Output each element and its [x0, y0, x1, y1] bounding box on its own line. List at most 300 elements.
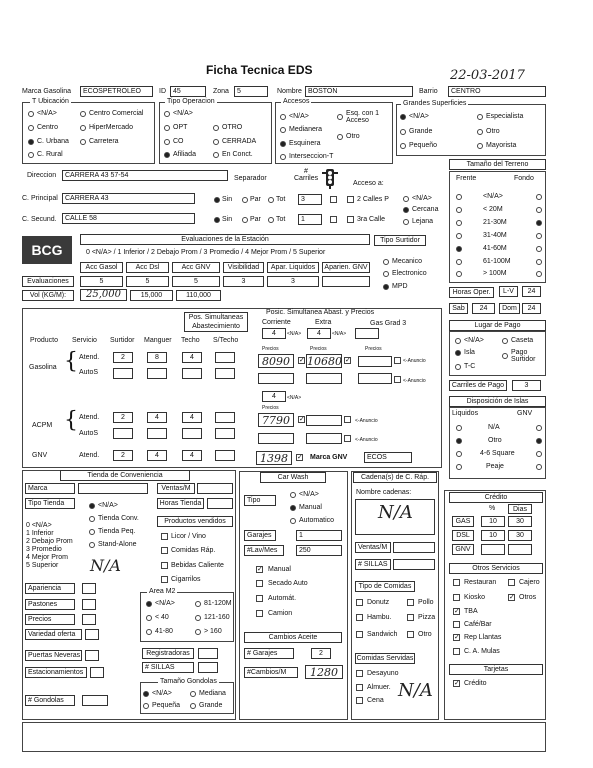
comida-check[interactable]: [356, 599, 363, 606]
otros-check[interactable]: ✓: [509, 594, 515, 601]
col-header: S/Techo: [213, 337, 239, 344]
acceso-cercana-radio[interactable]: [403, 207, 409, 213]
tienda-field-input[interactable]: [82, 583, 96, 594]
acpm-pos-field[interactable]: 4: [262, 391, 286, 402]
prod-check[interactable]: [161, 576, 168, 583]
dom-field[interactable]: 24: [522, 303, 541, 314]
islas-opt-label: Otro: [488, 437, 502, 444]
secund-tot-radio[interactable]: [268, 217, 274, 223]
area-radio[interactable]: [146, 601, 152, 607]
servida-check[interactable]: [356, 697, 363, 704]
acpm-autos-precio2[interactable]: [306, 433, 342, 444]
gas-surtidor-field[interactable]: 2: [113, 352, 133, 363]
cadena-nombre-label: Nombre cadenas:: [356, 489, 412, 496]
eval-col-header: Acc Gasol: [80, 262, 123, 273]
comidas-servidas-title: Comidas Servidas: [356, 655, 414, 662]
marca-gnv-field[interactable]: ECOS: [364, 452, 412, 463]
operacion-radio-na[interactable]: [164, 111, 170, 117]
credito-dias-field[interactable]: 30: [508, 516, 532, 527]
acpm-precio-field[interactable]: 7790: [258, 413, 294, 427]
col-header: Techo: [181, 337, 200, 344]
superficies-opt-label: Otro: [486, 128, 500, 135]
ubicacion-radio-cc[interactable]: [80, 111, 86, 117]
acpm-stecho-field[interactable]: [215, 412, 235, 423]
tienda-field-label: Variedad oferta: [25, 629, 82, 640]
gnv-techo-field[interactable]: 4: [182, 450, 202, 461]
horas-label: Horas Oper.: [449, 287, 494, 298]
otros-check[interactable]: ✓: [454, 634, 460, 641]
gas-autos-manguer[interactable]: [147, 368, 167, 379]
id-field[interactable]: 45: [170, 86, 206, 97]
tienda-field-input[interactable]: [82, 614, 96, 625]
accesos-radio-na[interactable]: [280, 114, 286, 120]
acpm-anuncio-check[interactable]: ✓: [299, 416, 305, 423]
carwash-tipo-opt: <N/A>: [299, 491, 319, 498]
superficies-opt-label: <N/A>: [409, 113, 429, 120]
ubicacion-opt-label: C. Urbana: [37, 138, 69, 145]
gas-anuncio2-check[interactable]: ✓: [345, 357, 351, 364]
servida-opt: Almuer.: [367, 684, 391, 691]
credito-pct-field[interactable]: 10: [481, 516, 505, 527]
pago-radio-tc[interactable]: [455, 364, 461, 370]
marca-field[interactable]: ECOSPETROLEO: [80, 86, 153, 97]
carwash-manual-check[interactable]: ✓: [257, 566, 263, 573]
atend-label: Atend.: [79, 452, 100, 459]
registradoras-label: Registradoras: [142, 648, 194, 659]
tienda-handwritten-na: N/A: [90, 556, 121, 575]
ubicacion-opt-label: HiperMercado: [89, 124, 133, 131]
eval-value[interactable]: 5: [172, 276, 220, 287]
secund-field[interactable]: CALLE 58: [62, 213, 195, 224]
carwash-camion-check[interactable]: [256, 610, 263, 617]
gas-autos-surtidor[interactable]: [113, 368, 133, 379]
tienda-field-label: Estacionamientos: [25, 667, 87, 678]
gondolas-title: Tamaño Gondolas: [160, 678, 217, 685]
servida-check[interactable]: [356, 670, 363, 677]
accesos-opt-label: Esq. con 1 Acceso: [346, 110, 380, 124]
pago-opt-label: Pago Surtidor: [511, 349, 536, 363]
accesos-radio-esq1[interactable]: [337, 114, 343, 120]
secund-sin-radio[interactable]: [214, 217, 220, 223]
area-radio[interactable]: [146, 629, 152, 635]
gondola-radio[interactable]: [190, 703, 196, 709]
prod-opt: Licor / Vino: [171, 533, 206, 540]
col-header: Producto: [30, 337, 59, 344]
acceso-opt-label: Cercana: [412, 206, 439, 213]
form-date: 22-03-2017: [450, 68, 525, 83]
comida-check[interactable]: [407, 631, 414, 638]
accesos-opt-label: Otro: [346, 133, 360, 140]
tienda-title: Tienda de Conveniencia: [60, 470, 190, 481]
pago-radio-caseta[interactable]: [502, 338, 508, 344]
ubicacion-radio-centro[interactable]: [28, 125, 34, 131]
lv-field[interactable]: 24: [522, 286, 541, 297]
operacion-radio-afiliada[interactable]: [164, 152, 170, 158]
acpm-autos-manguer[interactable]: [147, 428, 167, 439]
gas-pos2-field[interactable]: 4: [307, 328, 331, 339]
traffic-light-icon: [321, 169, 339, 189]
eval-value[interactable]: 3: [267, 276, 319, 287]
pago-title: Lugar de Pago: [449, 320, 546, 331]
principal-tot-radio[interactable]: [268, 197, 274, 203]
accesos-radio-esquinera[interactable]: [280, 141, 286, 147]
secund-check[interactable]: [330, 216, 337, 223]
otros-opt: C. A. Mulas: [464, 648, 500, 655]
carwash-tipo-radio[interactable]: [290, 518, 296, 524]
terreno-opt-label: 31-40M: [483, 232, 507, 239]
operacion-opt-label: OPT: [173, 124, 188, 131]
pago-radio-isla[interactable]: [455, 350, 461, 356]
acpm-autos-precio[interactable]: [258, 433, 294, 444]
tarjeta-check[interactable]: ✓: [454, 680, 460, 687]
precios-tag: Precios: [262, 346, 279, 352]
tienda-horas-field[interactable]: [207, 498, 233, 509]
comida-check[interactable]: [356, 614, 363, 621]
sin-label: Sin: [222, 196, 233, 203]
superficies-radio-pequeno[interactable]: [400, 143, 406, 149]
registradoras-field[interactable]: [198, 648, 218, 659]
ubicacion-radio-hiper[interactable]: [80, 125, 86, 131]
otros-opt: Cajero: [519, 579, 540, 586]
frente-radio[interactable]: [456, 233, 462, 239]
gas-anuncio1-check[interactable]: ✓: [299, 357, 305, 364]
fondo-radio[interactable]: [536, 220, 542, 226]
otros-check[interactable]: [453, 621, 460, 628]
tienda-tipo-opt: Tienda Conv.: [98, 515, 139, 522]
tienda-ventas-field[interactable]: [197, 483, 233, 494]
gondola-radio[interactable]: [190, 691, 196, 697]
gas-precio1-field[interactable]: 8090: [258, 354, 294, 368]
cambios-garajes-label: # Garajes: [244, 648, 294, 659]
carwash-secado-check[interactable]: [256, 580, 263, 587]
acpm-autos-anuncio-check[interactable]: [344, 435, 351, 442]
col-header: Manguer: [144, 337, 172, 344]
fondo-radio[interactable]: [536, 259, 542, 265]
ubicacion-radio-na[interactable]: [28, 111, 34, 117]
nombre-field[interactable]: BOSTON: [305, 86, 413, 97]
sin-label: Sin: [222, 216, 233, 223]
prod-check[interactable]: [161, 533, 168, 540]
acpm-surtidor-field[interactable]: 2: [113, 412, 133, 423]
acceso-na-radio[interactable]: [403, 196, 409, 202]
operacion-radio-opt[interactable]: [164, 125, 170, 131]
superficies-title: Grandes Superficies: [403, 100, 467, 107]
gas-autos-precio3[interactable]: [358, 373, 392, 384]
gas-autos-precio1[interactable]: [258, 373, 294, 384]
eval-col-header: Acc GNV: [172, 262, 220, 273]
credito-pct-label: %: [489, 505, 496, 512]
sab-field[interactable]: 24: [472, 303, 495, 314]
vol-gasol[interactable]: 25,000: [80, 289, 127, 301]
direccion-field[interactable]: CARRERA 43 57-54: [62, 170, 228, 181]
superficies-radio-especialista[interactable]: [477, 114, 483, 120]
superficies-radio-grande[interactable]: [400, 129, 406, 135]
carwash-tipo-opt: Manual: [299, 504, 322, 511]
acpm-autos-stecho[interactable]: [215, 428, 235, 439]
frente-radio[interactable]: [456, 220, 462, 226]
secund-par-radio[interactable]: [242, 217, 248, 223]
tienda-field-input[interactable]: [90, 667, 104, 678]
comida-check[interactable]: [356, 631, 363, 638]
otros-check[interactable]: [453, 648, 460, 655]
vol-label: Vol (KG/M):: [22, 290, 74, 301]
frente-radio[interactable]: [456, 259, 462, 265]
direccion-label: Direccion: [27, 172, 57, 179]
superficies-radio-mayorista[interactable]: [477, 143, 483, 149]
otros-check[interactable]: [453, 594, 460, 601]
frente-radio[interactable]: [456, 246, 462, 252]
islas-liq-radio[interactable]: [456, 451, 462, 457]
tra-calle-label: 3ra Calle: [357, 216, 386, 223]
credito-dias-field[interactable]: [508, 544, 532, 555]
surtidor-radio-electronico[interactable]: [383, 271, 389, 277]
cadena-handwritten-na: N/A: [378, 502, 413, 523]
carwash-auto-check[interactable]: [256, 595, 263, 602]
gnv-anuncio-check[interactable]: ✓: [297, 454, 303, 461]
ubicacion-opt-label: <N/A>: [37, 110, 57, 117]
gas-stecho-field[interactable]: [215, 352, 235, 363]
area-title: Area M2: [149, 588, 176, 595]
gas-autos-stecho[interactable]: [215, 368, 235, 379]
tienda-sillas-field[interactable]: [198, 662, 218, 673]
surtidor-opt-label: MPD: [392, 283, 408, 290]
principal-label: C. Principal: [22, 195, 58, 202]
otros-opt: Café/Bar: [464, 621, 492, 628]
carriles-pago-field[interactable]: 3: [512, 380, 541, 391]
area-radio[interactable]: [195, 601, 201, 607]
accesos-radio-interseccion[interactable]: [280, 154, 286, 160]
tienda-scale: 0 <N/A>: [26, 522, 52, 529]
area-radio[interactable]: [195, 629, 201, 635]
ubicacion-opt-label: Centro Comercial: [89, 110, 144, 117]
accesos-opt-label: Esquinera: [289, 140, 321, 147]
producto-section: [22, 308, 442, 468]
gas-pos3-field[interactable]: [355, 328, 379, 339]
acpm-anuncio2-check[interactable]: [344, 416, 351, 423]
acpm-label: ACPM: [32, 422, 53, 429]
acpm-autos-techo[interactable]: [182, 428, 202, 439]
vol-dsl[interactable]: 15,000: [130, 290, 173, 301]
ubicacion-title: T Ubicación: [32, 98, 69, 105]
gnv-surtidor-field[interactable]: 2: [113, 450, 133, 461]
productos-title: Productos vendidos: [157, 516, 233, 527]
islas-opt-label: Peaje: [486, 463, 504, 470]
islas-opt-label: 4-6 Square: [480, 450, 515, 457]
surtidor-radio-mecanico[interactable]: [383, 259, 389, 265]
area-opt: 41-80: [155, 628, 173, 635]
principal-field[interactable]: CARRERA 43: [62, 193, 195, 204]
islas-liq-radio[interactable]: [456, 464, 462, 470]
acpm-manguer-field[interactable]: 4: [147, 412, 167, 423]
cambios-mes-field[interactable]: 1280: [305, 665, 343, 679]
credito-dias-field[interactable]: 30: [508, 530, 532, 541]
fondo-radio[interactable]: [536, 233, 542, 239]
accesos-radio-medianera[interactable]: [280, 127, 286, 133]
otros-check[interactable]: [453, 579, 460, 586]
tienda-tipo-radio[interactable]: [89, 542, 95, 548]
cadena-ventas-field[interactable]: [393, 542, 435, 553]
secund-carriles-field[interactable]: 1: [298, 214, 322, 225]
carwash-garajes-field[interactable]: 1: [296, 530, 342, 541]
islas-gnv-radio[interactable]: [536, 425, 542, 431]
fondo-radio[interactable]: [536, 246, 542, 252]
gas-precio2-field[interactable]: 10680: [307, 355, 342, 368]
zona-field[interactable]: 5: [234, 86, 268, 97]
area-radio[interactable]: [195, 615, 201, 621]
gas-techo-field[interactable]: 4: [182, 352, 202, 363]
gas-precio3-field[interactable]: [358, 356, 392, 367]
gas-manguer-field[interactable]: 8: [147, 352, 167, 363]
carwash-tipo-radio[interactable]: [290, 505, 296, 511]
tienda-field-input[interactable]: [85, 629, 99, 640]
tienda-tipo-radio[interactable]: [89, 503, 95, 509]
superficies-radio-otro[interactable]: [477, 129, 483, 135]
operacion-radio-conct[interactable]: [213, 152, 219, 158]
gasolina-brace-icon: {: [64, 349, 78, 374]
ubicacion-radio-rural[interactable]: [28, 152, 34, 158]
tienda-horas-label: Horas Tienda: [157, 498, 204, 509]
principal-carriles-field[interactable]: 3: [298, 194, 322, 205]
precios-label: Posic. Simultanea Abast. y Precios: [266, 309, 375, 316]
operacion-radio-otro[interactable]: [213, 125, 219, 131]
nombre-label: Nombre: [277, 88, 302, 95]
gondola-opt: Mediana: [199, 690, 226, 697]
eval-value[interactable]: [322, 276, 370, 287]
prod-check[interactable]: [161, 562, 168, 569]
barrio-field[interactable]: CENTRO: [448, 86, 546, 97]
otros-opt: Rep Llantas: [464, 634, 502, 641]
islas-gnv-radio[interactable]: [536, 464, 542, 470]
accesos-opt-label: Medianera: [289, 126, 323, 133]
gondola-radio[interactable]: [143, 703, 149, 709]
tra-calle-check[interactable]: [347, 216, 354, 223]
tienda-tipo-radio[interactable]: [89, 516, 95, 522]
tienda-field-label: Apariencia: [25, 583, 75, 594]
surtidor-radio-mpd[interactable]: [383, 284, 389, 290]
gas-autos-anuncio-check[interactable]: [394, 376, 401, 383]
islas-title: Disposición de Islas: [449, 396, 546, 407]
acpm-autos-surtidor[interactable]: [113, 428, 133, 439]
gnv-precio-field[interactable]: 1398: [256, 451, 292, 465]
terreno-opt-label: 41-60M: [483, 245, 507, 252]
gnv-manguer-field[interactable]: 4: [147, 450, 167, 461]
gnv-stecho-field[interactable]: [215, 450, 235, 461]
tienda-field-label: # Gondolas: [25, 695, 75, 706]
calles-p-check[interactable]: [347, 196, 354, 203]
islas-liq-radio[interactable]: [456, 438, 462, 444]
pago-radio-na[interactable]: [455, 338, 461, 344]
fondo-radio[interactable]: [536, 271, 542, 277]
islas-opt-label: N/A: [488, 424, 500, 431]
pago-opt-label: Caseta: [511, 337, 534, 344]
ubicacion-radio-carretera[interactable]: [80, 139, 86, 145]
eval-value[interactable]: 5: [80, 276, 123, 287]
tienda-field-input[interactable]: [82, 599, 96, 610]
tienda-marca-field[interactable]: [78, 483, 148, 494]
gas-autos-techo[interactable]: [182, 368, 202, 379]
credito-pct-field[interactable]: [481, 544, 505, 555]
vol-gnv[interactable]: 110,000: [176, 290, 221, 301]
superficies-radio-na[interactable]: [400, 114, 406, 120]
dom-label: Dom: [499, 303, 520, 314]
tienda-field-input[interactable]: [85, 650, 99, 661]
cambios-title: Cambios Aceite: [244, 632, 342, 643]
frente-radio[interactable]: [456, 194, 462, 200]
credito-row-label: GAS: [452, 516, 474, 527]
tienda-ventas-label: Ventas/M: [157, 483, 195, 494]
gondola-radio[interactable]: [143, 691, 149, 697]
area-radio[interactable]: [146, 615, 152, 621]
gas-anuncio3-check[interactable]: [394, 357, 401, 364]
servida-check[interactable]: [356, 684, 363, 691]
acpm-precio2-field[interactable]: [306, 415, 342, 426]
operacion-radio-co[interactable]: [164, 139, 170, 145]
islas-gnv-radio[interactable]: [536, 451, 542, 457]
principal-check[interactable]: [330, 196, 337, 203]
principal-par-radio[interactable]: [242, 197, 248, 203]
prod-opt: Comidas Ráp.: [171, 547, 216, 554]
tienda-tipo-opt: <N/A>: [98, 502, 118, 509]
ubicacion-radio-urbana[interactable]: [28, 139, 34, 145]
tienda-field-input[interactable]: [82, 695, 108, 706]
accesos-radio-otro[interactable]: [337, 134, 343, 140]
comida-check[interactable]: [407, 599, 414, 606]
acceso-lejana-radio[interactable]: [403, 219, 409, 225]
evaluaciones-row-label: Evaluaciones: [22, 276, 74, 287]
operacion-radio-cerrada[interactable]: [213, 139, 219, 145]
notes-area[interactable]: [22, 722, 546, 752]
pago-opt-label: <N/A>: [464, 337, 484, 344]
pago-radio-surtidor[interactable]: [502, 353, 508, 359]
comida-opt: Otro: [418, 631, 432, 638]
cambios-garajes-field[interactable]: 2: [311, 648, 331, 659]
prod-check[interactable]: [161, 547, 168, 554]
fondo-radio[interactable]: [536, 194, 542, 200]
cadena-sillas-field[interactable]: [393, 559, 435, 570]
acpm-techo-field[interactable]: 4: [182, 412, 202, 423]
credito-pct-field[interactable]: 10: [481, 530, 505, 541]
autos-label: AutoS: [79, 430, 99, 437]
terreno-title: Tamaño del Terreno: [449, 159, 546, 170]
fondo-label: Fondo: [514, 175, 534, 182]
carwash-tipo-radio[interactable]: [290, 492, 296, 498]
superficies-opt-label: Especialista: [486, 113, 524, 120]
credito-title: Crédito: [449, 492, 543, 503]
tienda-tipo-radio[interactable]: [89, 529, 95, 535]
eval-value[interactable]: 5: [126, 276, 169, 287]
frente-radio[interactable]: [456, 271, 462, 277]
otros-opt: Restauran: [464, 579, 497, 586]
carwash-lav-field[interactable]: 250: [296, 545, 342, 556]
fondo-radio[interactable]: [536, 207, 542, 213]
gondola-opt: <N/A>: [152, 690, 172, 697]
gas-autos-precio2[interactable]: [306, 373, 342, 384]
comida-check[interactable]: [407, 614, 414, 621]
frente-radio[interactable]: [456, 207, 462, 213]
gas-pos1-field[interactable]: 4: [262, 328, 286, 339]
otros-check[interactable]: [508, 579, 515, 586]
islas-gnv-label: GNV: [517, 410, 533, 417]
islas-gnv-radio[interactable]: [536, 438, 542, 444]
na-tag: <N/A>: [287, 395, 302, 401]
comida-opt: Pizza: [418, 614, 436, 621]
id-label: ID: [159, 88, 166, 95]
islas-liq-radio[interactable]: [456, 425, 462, 431]
principal-sin-radio[interactable]: [214, 197, 220, 203]
otros-check[interactable]: ✓: [454, 608, 460, 615]
eval-value[interactable]: 3: [223, 276, 264, 287]
area-opt: 121-160: [204, 614, 230, 621]
